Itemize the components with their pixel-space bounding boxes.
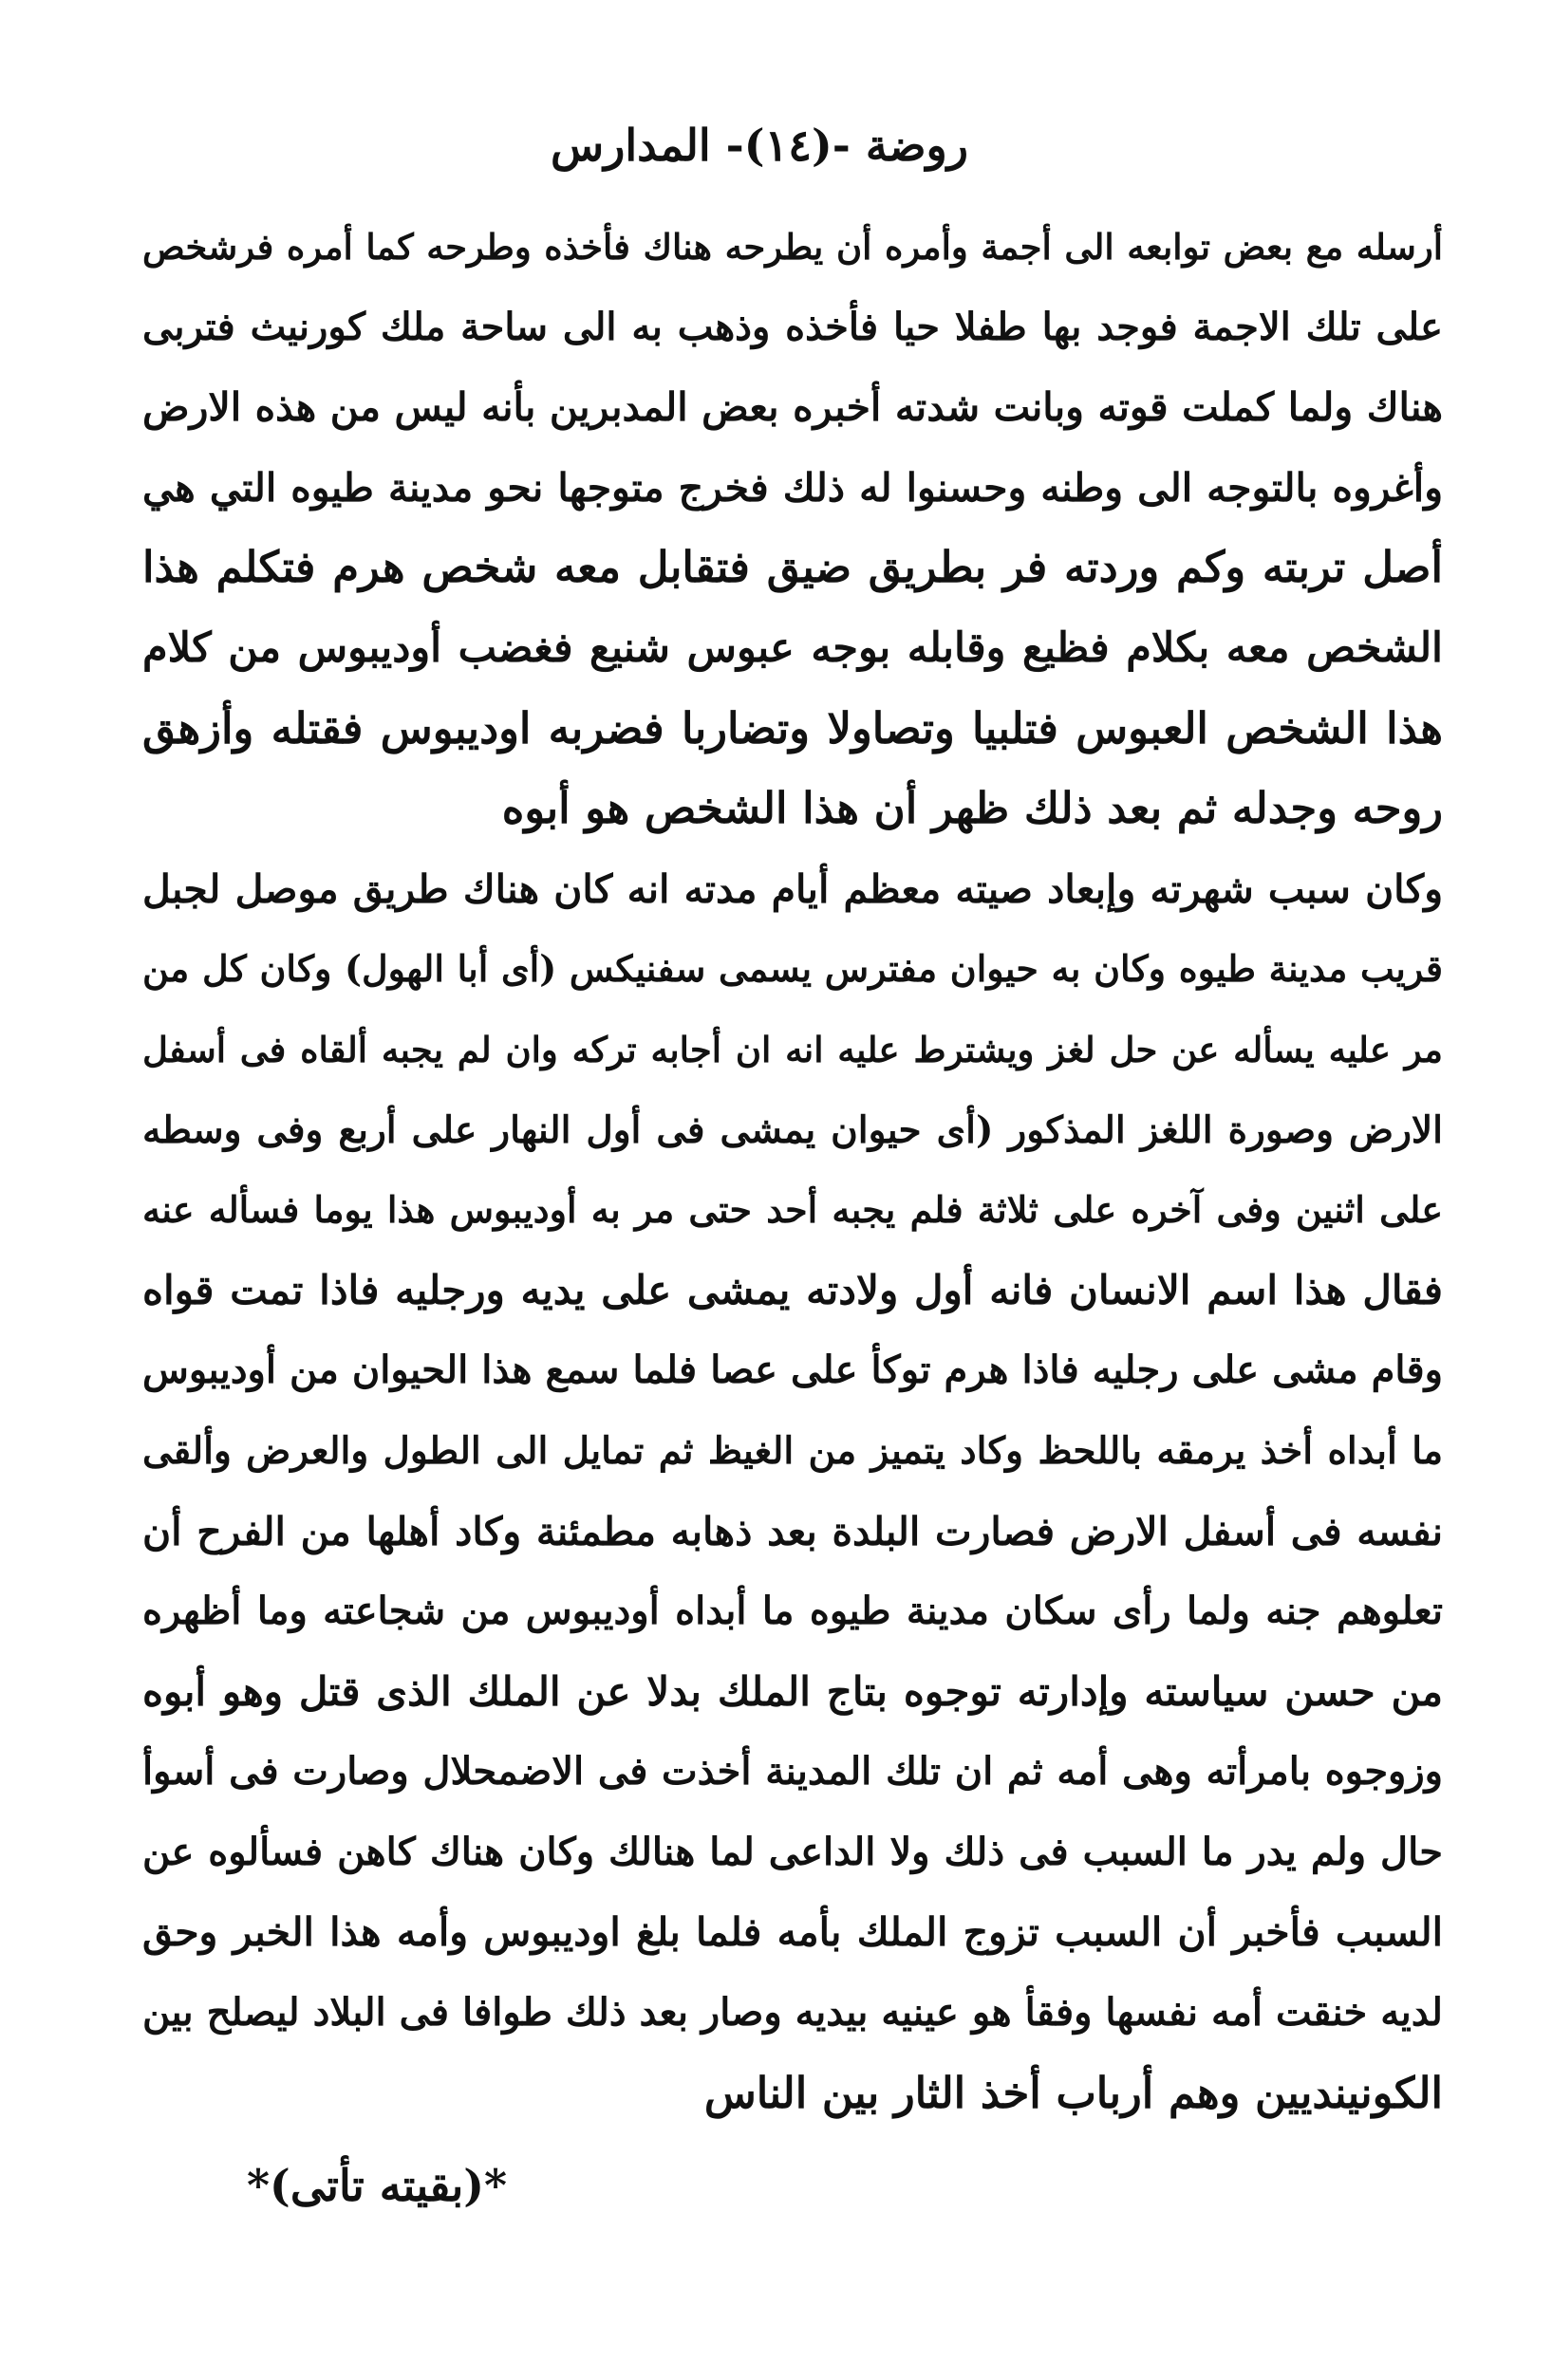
continuation-note (247, 2152, 646, 2219)
text-line: الارض وصورة اللغز المذكور (أى حيوان يمشى فى أول النهار على أربع وفى وسطه (142, 1107, 1443, 1152)
text-line: على تلك الاجمة فوجد بها طفلا حيا فأخذه وذهب به الى ساحة ملك كورنيث فتربى (142, 304, 1443, 349)
text-line: روحه وجدله ثم بعد ذلك ظهر أن هذا الشخص هو أبوه (501, 783, 1443, 834)
text-line: من حسن سياسته وإدارته توجوه بتاج الملك بدلا عن الملك الذى قتل وهو أبوه (142, 1667, 1443, 1715)
text-line: حال ولم يدر ما السبب فى ذلك ولا الداعى لما هنالك وكان هناك كاهن فسألوه عن (142, 1829, 1443, 1874)
text-line: قريب مدينة طيوه وكان به حيوان مفترس يسمى سفنيكس (أى أبا الهول) وكان كل من (142, 947, 1443, 991)
body-text (142, 207, 1443, 2133)
text-line: هناك ولما كملت قوته وبانت شدته أخبره بعض المدبرين بأنه ليس من هذه الارض (142, 384, 1443, 431)
text-line: أرسله مع بعض توابعه الى أجمة وأمره أن يطرحه هناك فأخذه وطرحه كما أمره فرشخص (142, 226, 1443, 268)
continuation-text: *(بقيته تأتى)* (247, 2160, 508, 2211)
text-line: الكونينديين وهم أرباب أخذ الثار بين الناس (703, 2067, 1443, 2118)
text-line: وكان سبب شهرته وإبعاد صيته معظم أيام مدته انه كان هناك طريق موصل لجبل (142, 865, 1443, 912)
text-line: على اثنين وفى آخره على ثلاثة فلم يجبه أحد حتى مر به أوديبوس هذا يوما فسأله عنه (142, 1188, 1443, 1232)
text-line: لديه خنقت أمه نفسها وفقأ هو عينيه بيديه وصار بعد ذلك طوافا فى البلاد ليصلح بين (142, 1990, 1443, 2036)
text-line: فقال هذا اسم الانسان فانه أول ولادته يمشى على يديه ورجليه فاذا تمت قواه (142, 1266, 1443, 1313)
text-line: هذا الشخص العبوس فتلبيا وتصاولا وتضاربا فضربه اوديبوس فقتله وأزهق (142, 702, 1443, 753)
text-line: وقام مشى على رجليه فاذا هرم توكأ على عصا فلما سمع هذا الحيوان من أوديبوس (142, 1348, 1443, 1393)
text-line: وزوجوه بامرأته وهى أمه ثم ان تلك المدينة أخذت فى الاضمحلال وصارت فى أسوأ (142, 1749, 1443, 1794)
text-line: وأغروه بالتوجه الى وطنه وحسنوا له ذلك فخرج متوجها نحو مدينة طيوه التي هي (142, 464, 1443, 511)
text-line: نفسه فى أسفل الارض فصارت البلدة بعد ذهابه مطمئنة وكاد أهلها من الفرح أن (142, 1508, 1443, 1554)
text-line: الشخص معه بكلام فظيع وقابله بوجه عبوس شنيع فغضب أوديبوس من كلام (142, 623, 1443, 672)
text-line: أصل تربته وكم وردته فر بطريق ضيق فتقابل معه شخص هرم فتكلم هذا (142, 542, 1443, 593)
text-line: تعلوهم جنه ولما رأى سكان مدينة طيوه ما أبداه أوديبوس من شجاعته وما أظهره (142, 1589, 1443, 1634)
page-header: روضة -(١٤)- المدارس (550, 120, 968, 171)
text-line: مر عليه يسأله عن حل لغز ويشترط عليه انه ان أجابه تركه وان لم يجبه ألقاه فى أسفل (142, 1028, 1443, 1070)
text-line: السبب فأخبر أن السبب تزوج الملك بأمه فلما بلغ اوديبوس وأمه هذا الخبر وحق (142, 1909, 1443, 1956)
text-line: ما أبداه أخذ يرمقه باللحظ وكاد يتميز من الغيظ ثم تمايل الى الطول والعرض وألقى (142, 1428, 1443, 1473)
